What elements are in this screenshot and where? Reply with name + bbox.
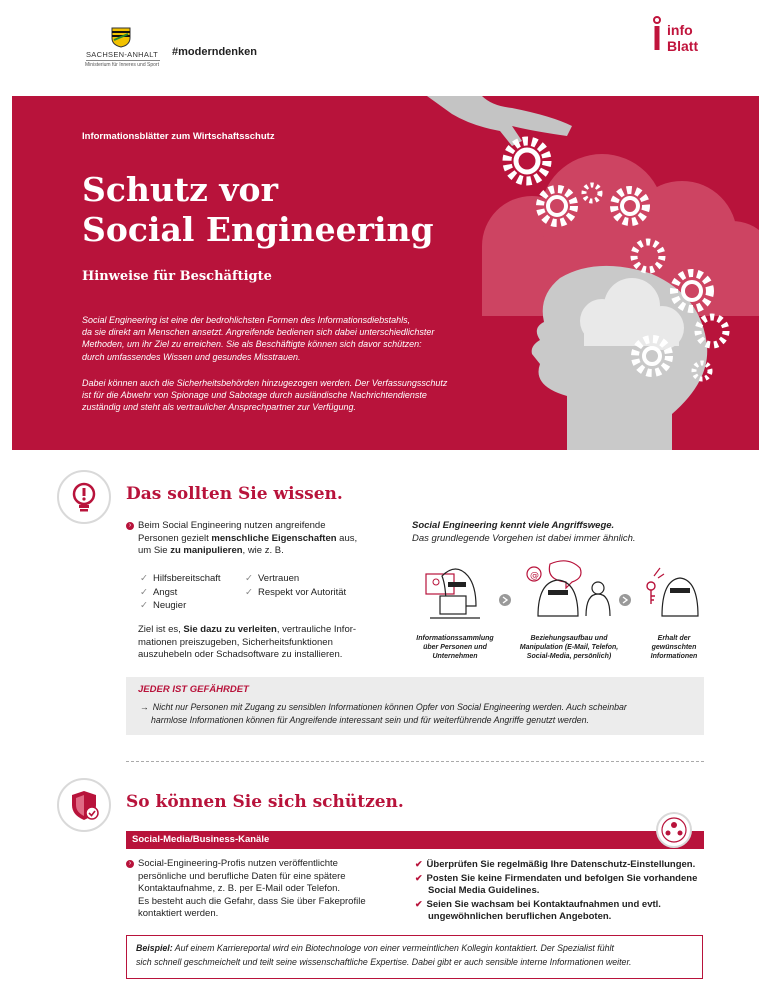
caption-line: über Personen und	[423, 644, 487, 651]
trait-item	[140, 586, 221, 600]
caption-line: Beziehungsaufbau und	[530, 635, 608, 642]
hacker-icon	[527, 561, 610, 616]
category-label: Social-Media/Business-Kanäle	[132, 834, 270, 845]
trait-item	[245, 572, 346, 586]
warning-line	[140, 701, 700, 714]
hero-p1-line: durch umfassendes Wissen und gesundes Misstrauen.	[82, 351, 301, 362]
traits-left	[140, 572, 221, 613]
tip-item	[415, 872, 705, 886]
caption-line: gewünschten	[651, 644, 697, 651]
hero-p1-line: da sie direkt am Menschen ansetzt. Angreifende bedienen sich dabei unterschiedlichster	[82, 327, 435, 338]
caption-line: Unternehmen	[432, 653, 478, 660]
section-divider	[126, 761, 704, 762]
checkmark-icon: ✓	[245, 573, 253, 584]
hero-paragraph-1	[82, 314, 482, 363]
arrow-right-icon: →	[140, 702, 149, 712]
intro-text: um Sie	[138, 545, 171, 556]
state-name: SACHSEN-ANHALT	[86, 50, 158, 59]
hero-kicker: Informationsblätter zum Wirtschaftsschutz	[82, 131, 275, 142]
intro-text: Personen gezielt	[138, 532, 212, 544]
svg-text:@: @	[530, 571, 539, 581]
section1-goal	[138, 624, 398, 662]
caption-line: Social-Media, persönlich)	[526, 653, 612, 660]
tip-text: Posten Sie keine Firmendaten und befolgen Sie vorhandene	[426, 872, 698, 884]
section2-title: So können Sie sich schützen.	[126, 792, 404, 812]
tip-text: Social Media Guidelines.	[428, 885, 540, 896]
info-label: info	[667, 22, 693, 38]
section2-tips	[415, 858, 705, 924]
traits-right	[245, 572, 346, 599]
trait-label: Vertrauen	[257, 573, 300, 584]
example-text	[136, 942, 696, 969]
arrow-right-icon: ›	[126, 860, 134, 868]
section1-title: Das sollten Sie wissen.	[126, 484, 343, 504]
caption-line: Erhalt der	[657, 635, 691, 642]
warning-text	[140, 701, 700, 727]
trait-item	[245, 586, 346, 600]
intro-bold: zu manipulieren	[170, 545, 243, 556]
ways-title: Social Engineering kennt viele Angriffswege.	[412, 520, 615, 531]
hero-p1-line: Methoden, um ihr Ziel zu erreichen. Sie als Beschäftigte können sich davor schützen:	[82, 339, 422, 350]
goal-bold: Sie dazu zu verleiten	[183, 624, 277, 635]
hashtag: #moderndenken	[172, 46, 257, 58]
text-line: persönliche und berufliche Daten für eine spätere	[138, 870, 346, 882]
goal-line: mationen preiszugeben, Sicherheitsfunktionen	[138, 636, 333, 648]
caption-line: Informationen	[650, 653, 698, 660]
warning-title: JEDER IST GEFÄHRDET	[138, 684, 249, 695]
shield-check-icon	[57, 778, 111, 832]
section2-left-text	[138, 858, 408, 921]
goal-text: , vertrauliche Infor-	[276, 624, 357, 635]
step-caption-3	[640, 634, 708, 661]
tip-item	[415, 858, 705, 872]
caption-line: Manipulation (E-Mail, Telefon,	[519, 644, 619, 651]
hero-subtitle: Hinweise für Beschäftigte	[82, 269, 272, 284]
hero-title-line2: Social Engineering	[82, 210, 434, 249]
checkmark-icon: ✔	[415, 898, 423, 909]
checkmark-icon: ✓	[140, 600, 148, 611]
trait-label: Neugier	[152, 600, 187, 611]
intro-line	[138, 533, 398, 546]
category-bar	[126, 831, 704, 849]
arrow-right-icon	[499, 594, 511, 606]
ways-subtitle: Das grundlegende Vorgehen ist dabei immer ähnlich.	[412, 533, 636, 544]
goal-text: Ziel ist es,	[138, 624, 184, 635]
intro-line: Beim Social Engineering nutzen angreifende	[138, 520, 326, 531]
example-line	[136, 942, 696, 956]
intro-text: aus,	[336, 532, 358, 544]
intro-text: , wie z. B.	[242, 545, 284, 556]
ministry-name: Ministerium für Inneres und Sport	[85, 62, 159, 68]
example-line: sich schnell geschmeichelt und teilt seine wissenschaftliche Expertise. Dabei gibt er auch sensible interne Informationen weiter.	[136, 956, 632, 967]
goal-line: auszuhebeln oder Schadsoftware zu installieren.	[138, 649, 343, 660]
hero-p2-line: ist für die Abwehr von Spionage und Sabotage durch ausländische Nachrichtendienste	[82, 390, 427, 401]
trait-label: Respekt vor Autorität	[257, 586, 347, 598]
hero-p2-line: Dabei können auch die Sicherheitsbehörden hinzugezogen werden. Der Verfassungsschutz	[82, 378, 448, 388]
step-caption-1	[404, 634, 506, 661]
infoblatt-logo	[650, 16, 710, 60]
checkmark-icon: ✔	[415, 859, 423, 869]
tip-text: Überprüfen Sie regelmäßig Ihre Datenschutz-Einstellungen.	[426, 859, 696, 870]
network-people-icon	[656, 812, 692, 848]
text-line: Social-Engineering-Profis nutzen veröffentlichte	[138, 858, 338, 869]
hero-title-line1: Schutz vor	[82, 170, 278, 209]
crest-icon	[110, 26, 132, 48]
trait-item	[140, 599, 221, 613]
example-line-text: Auf einem Karriereportal wird ein Biotechnologe von einer vermeintlichen Kollegin kontaktiert. Der Spezialist fühlt	[172, 943, 614, 953]
text-line: kontaktiert werden.	[138, 908, 219, 919]
caption-line: Informationssammlung	[416, 635, 494, 642]
hero-title	[82, 170, 434, 250]
section1-intro	[138, 520, 398, 558]
arrow-right-icon	[619, 594, 631, 606]
hero-p1-line: Social Engineering ist eine der bedrohlichsten Formen des Informationsdiebstahls,	[82, 315, 411, 325]
checkmark-icon: ✓	[140, 573, 148, 584]
text-line: Es besteht auch die Gefahr, dass Sie über Fakeprofile	[138, 895, 366, 907]
checkmark-icon: ✓	[140, 586, 148, 598]
hero-paragraph-2	[82, 377, 482, 414]
intro-bold: menschliche Eigenschaften	[211, 532, 337, 544]
info-i-icon	[650, 16, 664, 60]
arrow-right-icon: ›	[126, 522, 134, 530]
checkmark-icon: ✔	[415, 872, 423, 883]
warning-line-text: Nicht nur Personen mit Zugang zu sensiblen Informationen können Opfer von Social Engineering werden. Auch scheinbar	[152, 702, 627, 712]
warning-line: harmlose Informationen können für Angreifende interessant sein und für weiterführende Angriffe genutzt werden.	[151, 715, 589, 725]
divider	[86, 60, 160, 61]
trait-label: Hilfsbereitschaft	[152, 573, 221, 584]
checkmark-icon: ✓	[245, 586, 253, 598]
goal-line	[138, 624, 398, 637]
example-label: Beispiel:	[136, 943, 173, 953]
tip-text: Seien Sie wachsam bei Kontaktaufnahmen und evtl.	[426, 898, 661, 910]
intro-line	[138, 545, 398, 558]
trait-item	[140, 572, 221, 586]
hero-p2-line: zuständig und steht als vertraulicher Ansprechpartner zur Verfügung.	[82, 402, 356, 413]
hacker-icon	[426, 569, 480, 618]
hacker-icon	[647, 568, 698, 616]
trait-label: Angst	[152, 586, 178, 598]
tip-text: ungewöhnlichen beruflichen Angeboten.	[428, 911, 612, 922]
tip-item	[415, 898, 705, 912]
blatt-label: Blatt	[667, 38, 699, 54]
lightbulb-icon	[57, 470, 111, 524]
attack-steps-illustration	[410, 556, 710, 632]
text-line: Kontaktaufnahme, z. B. per E-Mail oder Telefon.	[138, 883, 341, 894]
step-caption-2	[510, 634, 628, 661]
